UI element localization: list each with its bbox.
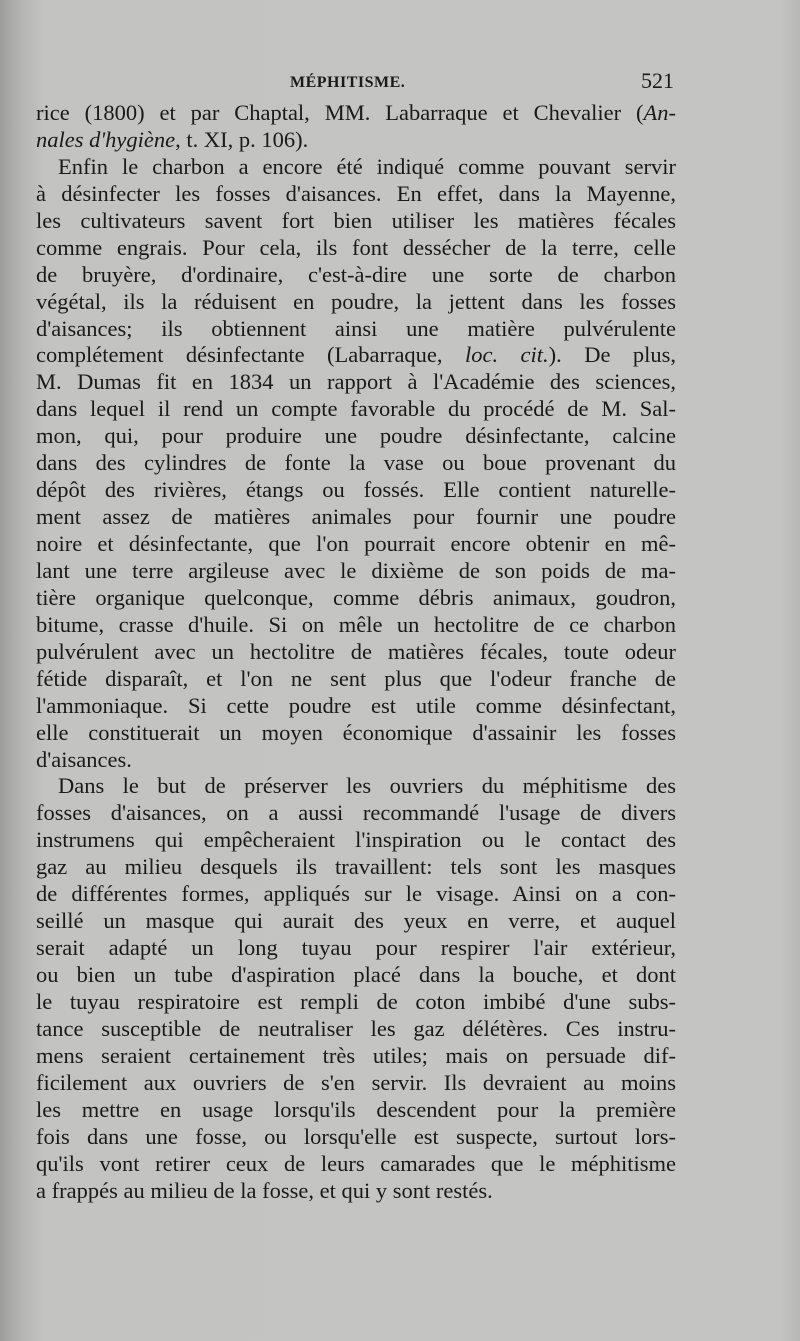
text-line: noire et désinfectante, que l'on pourrait encore obtenir en mê-	[36, 531, 676, 556]
text-line: à désinfecter les fosses d'aisances. En effet, dans la Mayenne,	[36, 180, 676, 206]
text-line: de bruyère, d'ordinaire, c'est-à-dire une sorte de charbon	[36, 261, 676, 287]
text-line: végétal, ils la réduisent en poudre, la jettent dans les fosses	[36, 288, 676, 314]
text-line: ou bien un tube d'aspiration placé dans la bouche, et dont	[36, 962, 676, 987]
text-line: fosses d'aisances, on a aussi recommandé l'usage de divers	[36, 800, 676, 826]
text-line: serait adapté un long tuyau pour respirer l'air extérieur,	[36, 935, 676, 961]
text-line: Enfin le charbon a encore été indiqué comme pouvant servir	[58, 153, 676, 179]
text-line: d'aisances; ils obtiennent ainsi une matière pulvérulente	[36, 315, 676, 341]
text-line: rice (1800) et par Chaptal, MM. Labarraque et Chevalier (An-	[36, 100, 676, 125]
text-line: lant une terre argileuse avec le dixième de son poids de ma-	[36, 557, 676, 583]
text-line: a frappés au milieu de la fosse, et qui y sont restés.	[36, 1177, 493, 1203]
page-header	[36, 68, 676, 98]
page-number: 521	[641, 68, 674, 93]
text-line: instrumens qui empêcheraient l'inspiration ou le contact des	[36, 827, 676, 853]
running-head: MÉPHITISME.	[290, 74, 406, 91]
text-line: complétement désinfectante (Labarraque, loc. cit.). De plus,	[36, 342, 677, 368]
text-line: bitume, crasse d'huile. Si on mêle un hectolitre de ce charbon	[36, 611, 676, 637]
text-line: l'ammoniaque. Si cette poudre est utile comme désinfectant,	[36, 692, 676, 718]
text-line: pulvérulent avec un hectolitre de matières fécales, toute odeur	[36, 638, 676, 664]
text-line: fétide disparaît, et l'on ne sent plus que l'odeur franche de	[36, 665, 676, 691]
body-text	[36, 100, 676, 1204]
text-line: qu'ils vont retirer ceux de leurs camarades que le méphitisme	[36, 1150, 676, 1176]
text-line: gaz au milieu desquels ils travaillent: tels sont les masques	[36, 854, 676, 880]
text-line: dépôt des rivières, étangs ou fossés. Elle contient naturelle-	[36, 477, 676, 503]
text-line: nales d'hygiène, t. XI, p. 106).	[36, 126, 309, 152]
text-line: de différentes formes, appliqués sur le visage. Ainsi on a con-	[36, 881, 676, 907]
text-line: Dans le but de préserver les ouvriers du méphitisme des	[58, 773, 676, 799]
text-line: comme engrais. Pour cela, ils font dessécher de la terre, celle	[36, 234, 676, 260]
text-line: fois dans une fosse, ou lorsqu'elle est suspecte, surtout lors-	[36, 1123, 676, 1149]
text-line: les mettre en usage lorsqu'ils descendent pour la première	[36, 1096, 676, 1122]
text-line: tance susceptible de neutraliser les gaz délétères. Ces instru-	[36, 1015, 676, 1041]
text-line: dans lequel il rend un compte favorable du procédé de M. Sal-	[36, 396, 676, 422]
text-line: tière organique quelconque, comme débris animaux, goudron,	[36, 584, 676, 610]
text-line: d'aisances.	[36, 746, 132, 772]
text-line: ment assez de matières animales pour fournir une poudre	[36, 504, 676, 530]
text-line: dans des cylindres de fonte la vase ou boue provenant du	[36, 450, 676, 476]
text-line: mon, qui, pour produire une poudre désinfectante, calcine	[36, 423, 676, 449]
text-line: elle constituerait un moyen économique d'assainir les fosses	[36, 719, 676, 745]
text-line: le tuyau respiratoire est rempli de coton imbibé d'une subs-	[36, 988, 676, 1014]
text-line: M. Dumas fit en 1834 un rapport à l'Académie des sciences,	[36, 369, 676, 395]
text-line: les cultivateurs savent fort bien utiliser les matières fécales	[36, 207, 676, 233]
text-line: seillé un masque qui aurait des yeux en verre, et auquel	[36, 908, 676, 934]
text-line: ficilement aux ouvriers de s'en servir. Ils devraient au moins	[36, 1069, 676, 1095]
text-line: mens seraient certainement très utiles; mais on persuade dif-	[36, 1042, 676, 1068]
